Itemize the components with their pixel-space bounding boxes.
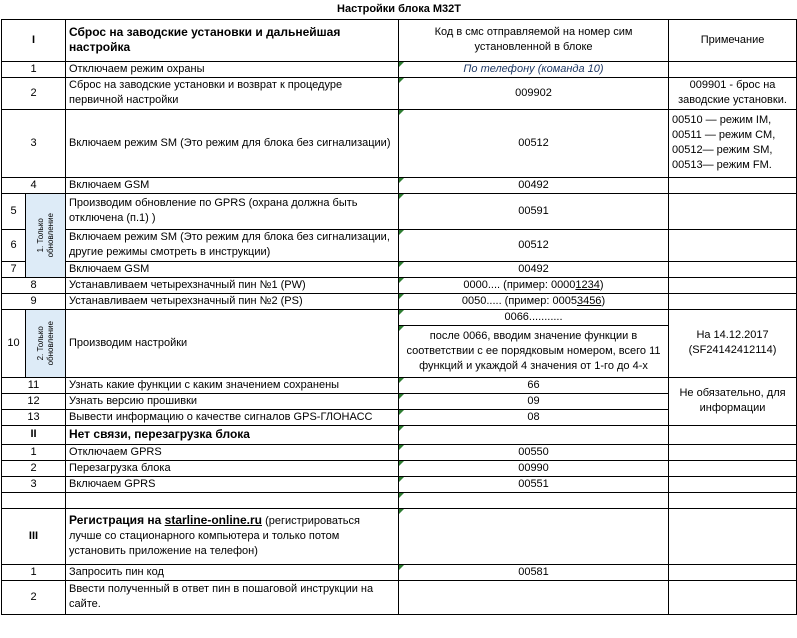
table-row	[2, 444, 797, 460]
note-line: 00513— режим FM.	[672, 159, 772, 171]
row-num: 1	[2, 444, 66, 460]
row-desc: Отключаем режим охраны	[66, 61, 399, 77]
row-desc: Включаем режим SM (Это режим для блока без сигнализации)	[66, 109, 399, 177]
note-line: 00511 — режим CM,	[672, 129, 776, 141]
row-code: 66	[399, 377, 669, 393]
header-code: Код в смс отправляемой на номер сим установленной в блоке	[399, 19, 669, 61]
section-title: Нет связи, перезагрузка блока	[66, 425, 399, 444]
table-row	[2, 61, 797, 77]
row-desc: Устанавливаем четырехзначный пин №1 (PW)	[66, 277, 399, 293]
note-line: 00512— режим SM,	[672, 144, 773, 156]
row-desc: Устанавливаем четырехзначный пин №2 (PS)	[66, 293, 399, 309]
table-row	[2, 564, 797, 580]
row-num: 10	[2, 309, 26, 377]
row-desc: Производим настройки	[66, 309, 399, 377]
row-num: 3	[2, 476, 66, 492]
row-num: 4	[2, 177, 66, 193]
row-desc: Производим обновление по GPRS (охрана должна быть отключена (п.1) )	[66, 193, 399, 229]
row-desc: Включаем режим SM (Это режим для блока без сигнализации, другие режимы смотреть в инструкции)	[66, 229, 399, 261]
section-num: III	[2, 508, 66, 564]
row-note-optional: Не обязательно, для информации	[669, 377, 797, 425]
row-code: 00492	[399, 261, 669, 277]
row-desc: Включаем GPRS	[66, 476, 399, 492]
table-row	[2, 193, 797, 229]
row-desc: Отключаем GPRS	[66, 444, 399, 460]
header-section-title: Сброс на заводские установки и дальнейшая настройка	[66, 19, 399, 61]
row-code: 00990	[399, 460, 669, 476]
row-num: 1	[2, 61, 66, 77]
row-desc: Включаем GSM	[66, 177, 399, 193]
note-line: 00510 — режим IM,	[672, 114, 772, 126]
table-row	[2, 309, 797, 325]
row-num: 13	[2, 409, 66, 425]
table-title: Настройки блока M32T	[2, 0, 797, 19]
header-row	[2, 19, 797, 61]
row-code	[399, 508, 669, 564]
group-label-update-2: 2. Только обновление	[26, 309, 66, 377]
row-note	[669, 261, 797, 277]
registration-link[interactable]: starline-online.ru	[164, 513, 263, 527]
row-code: 00551	[399, 476, 669, 492]
row-num: 3	[2, 109, 66, 177]
row-code: 0000.... (пример: 00001234)	[399, 277, 669, 293]
row-note	[669, 109, 797, 177]
table-row	[2, 229, 797, 261]
row-code: По телефону (команда 10)	[399, 61, 669, 77]
row-num: 6	[2, 229, 26, 261]
row-note	[669, 425, 797, 444]
row-note: На 14.12.2017 (SF24142412114)	[669, 309, 797, 377]
table-row	[2, 460, 797, 476]
row-desc: Узнать версию прошивки	[66, 393, 399, 409]
table-row	[2, 261, 797, 277]
row-code: 009902	[399, 77, 669, 109]
row-code: 09	[399, 393, 669, 409]
row-code: 00581	[399, 564, 669, 580]
row-code: 00550	[399, 444, 669, 460]
row-note	[669, 61, 797, 77]
row-code: 08	[399, 409, 669, 425]
table-row	[2, 580, 797, 614]
row-note	[669, 444, 797, 460]
row-note	[669, 193, 797, 229]
row-num: 2	[2, 580, 66, 614]
row-num: 8	[2, 277, 66, 293]
header-note: Примечание	[669, 19, 797, 61]
row-desc: Вывести информацию о качестве сигналов GPS-ГЛОНАСС	[66, 409, 399, 425]
row-code: 00512	[399, 109, 669, 177]
table-row	[2, 109, 797, 177]
row-desc: Запросить пин код	[66, 564, 399, 580]
row-code-prefix: 0066...........	[399, 309, 669, 325]
row-note	[669, 277, 797, 293]
header-section-num: I	[2, 19, 66, 61]
row-desc: Узнать какие функции с каким значением сохранены	[66, 377, 399, 393]
row-num: 9	[2, 293, 66, 309]
row-desc: Сброс на заводские установки и возврат к процедуре первичной настройки	[66, 77, 399, 109]
row-code: 00492	[399, 177, 669, 193]
row-note	[669, 177, 797, 193]
table-row	[2, 377, 797, 393]
row-num: 2	[2, 460, 66, 476]
table-row	[2, 277, 797, 293]
row-note	[669, 293, 797, 309]
row-note	[669, 508, 797, 564]
row-note: 009901 - брос на заводские установки.	[669, 77, 797, 109]
table-row	[2, 77, 797, 109]
row-note	[669, 229, 797, 261]
row-note	[669, 476, 797, 492]
section-header-row	[2, 425, 797, 444]
row-note	[669, 580, 797, 614]
table-row	[2, 293, 797, 309]
row-code: после 0066, вводим значение функции в соответствии с ее порядковым номером, всего 11 функций и укаждой 4 значения от 1-го до 4-х	[399, 325, 669, 377]
row-num: 12	[2, 393, 66, 409]
row-code: 00591	[399, 193, 669, 229]
spacer-row	[2, 492, 797, 508]
section-num: II	[2, 425, 66, 444]
row-num: 2	[2, 77, 66, 109]
group-label-update-1: 1. Только обновление	[26, 193, 66, 277]
settings-table	[1, 0, 797, 615]
section-title: Регистрация на starline-online.ru (регистрироваться лучше со стационарного компьютера и только потом установить приложение на телефон)	[66, 508, 399, 564]
row-num: 5	[2, 193, 26, 229]
row-code	[399, 425, 669, 444]
table-row	[2, 177, 797, 193]
row-num: 1	[2, 564, 66, 580]
row-note	[669, 460, 797, 476]
row-num: 11	[2, 377, 66, 393]
row-code	[399, 580, 669, 614]
row-desc: Ввести полученный в ответ пин в пошаговой инструкции на сайте.	[66, 580, 399, 614]
row-code: 0050..... (пример: 00053456)	[399, 293, 669, 309]
row-desc: Включаем GSM	[66, 261, 399, 277]
row-code: 00512	[399, 229, 669, 261]
row-num: 7	[2, 261, 26, 277]
table-row	[2, 476, 797, 492]
row-note	[669, 564, 797, 580]
row-desc: Перезагрузка блока	[66, 460, 399, 476]
section-header-row	[2, 508, 797, 564]
